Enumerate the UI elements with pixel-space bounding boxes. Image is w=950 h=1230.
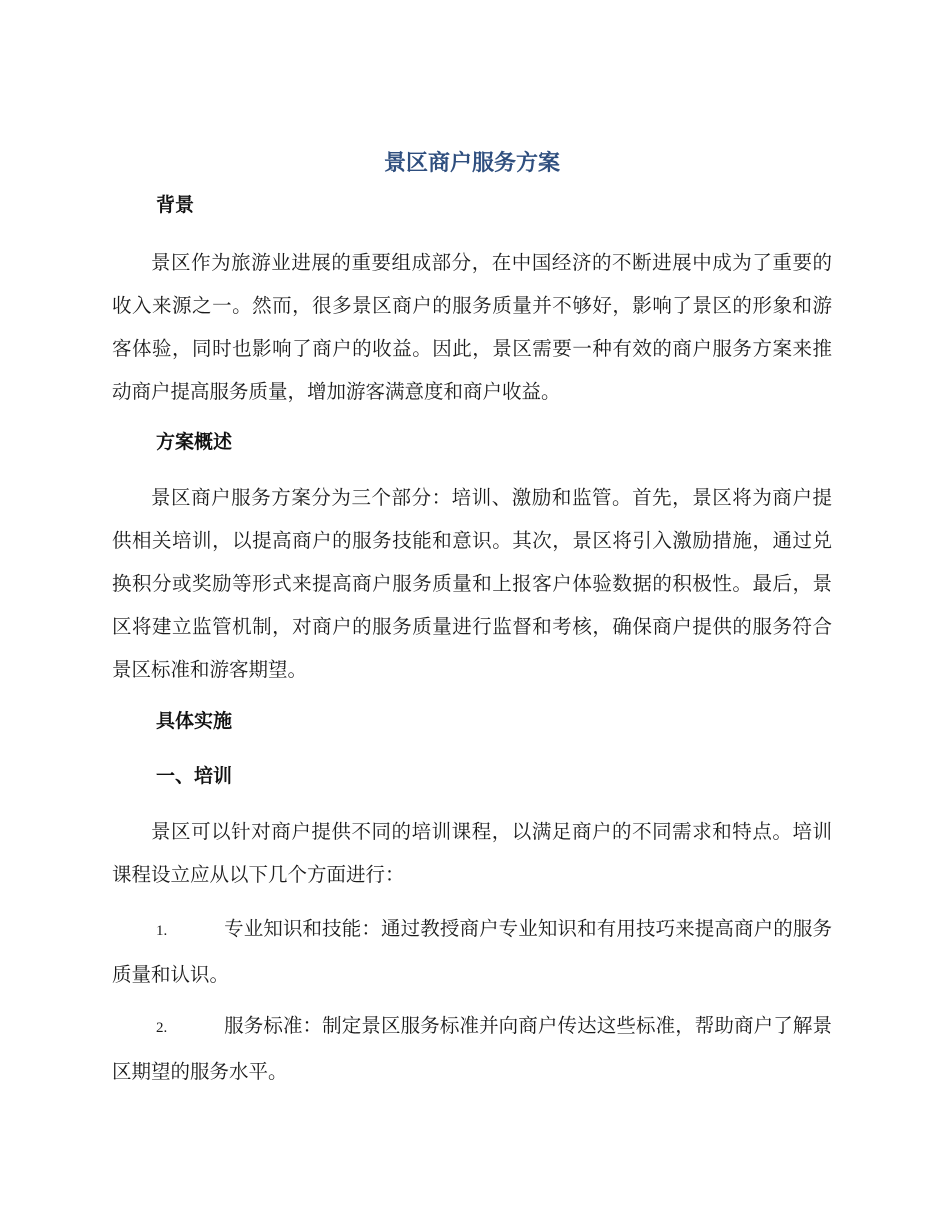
section-heading-background: 背景 — [156, 194, 195, 216]
list-item — [112, 907, 832, 996]
list-item-number: 2. — [156, 1020, 168, 1036]
section-heading-implementation: 具体实施 — [156, 710, 233, 732]
training-paragraph: 景区可以针对商户提供不同的培训课程，以满足商户的不同需求和特点。培训课程设立应从以下几个方面进行： — [112, 820, 832, 886]
list-item-number: 1. — [156, 923, 168, 939]
subsection-heading-training: 一、培训 — [156, 765, 233, 787]
list-item-text: 专业知识和技能：通过教授商户专业知识和有用技巧来提高商户的服务质量和认识。 — [112, 917, 832, 986]
list-item-text: 服务标准：制定景区服务标准并向商户传达这些标准，帮助商户了解景区期望的服务水平。 — [112, 1014, 832, 1083]
background-paragraph: 景区作为旅游业进展的重要组成部分，在中国经济的不断进展中成为了重要的收入来源之一。然而，很多景区商户的服务质量并不够好，影响了景区的形象和游客体验，同时也影响了商户的收益。因此，景区需要一种有效的商户服务方案来推动商户提高服务质量，增加游客满意度和商户收益。 — [112, 251, 832, 403]
document-title: 景区商户服务方案 — [383, 151, 560, 176]
overview-paragraph: 景区商户服务方案分为三个部分：培训、激励和监管。首先，景区将为商户提供相关培训，以提高商户的服务技能和意识。其次，景区将引入激励措施，通过兑换积分或奖励等形式来提高商户服务质量和上报客户体验数据的积极性。最后，景区将建立监管机制，对商户的服务质量进行监督和考核，确保商户提供的服务符合景区标准和游客期望。 — [112, 486, 832, 681]
section-heading-overview: 方案概述 — [156, 431, 233, 453]
list-item — [112, 1004, 832, 1093]
